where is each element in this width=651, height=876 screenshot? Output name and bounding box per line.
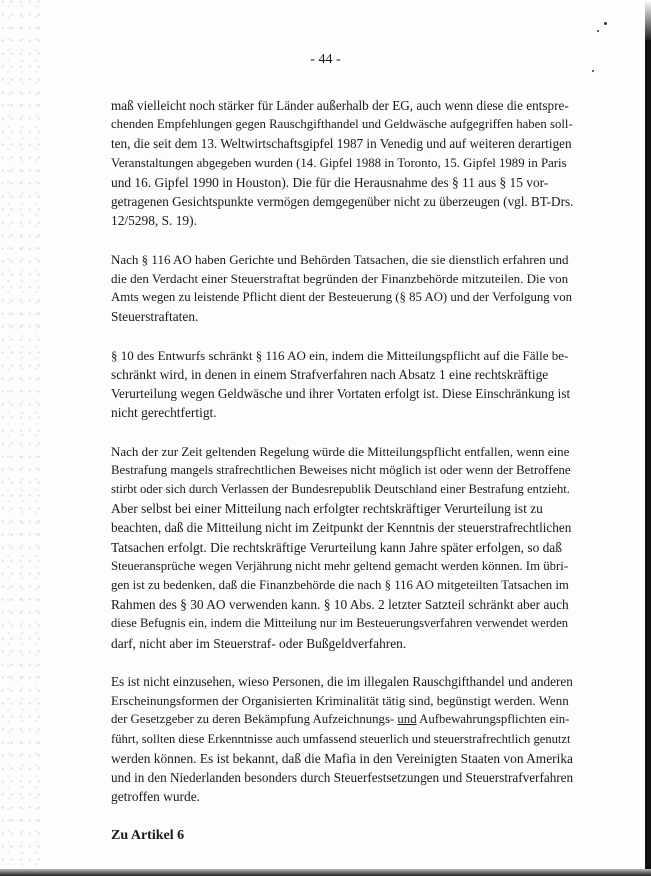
text-line: nicht gerechtfertigt.	[111, 405, 217, 421]
text-line: darf, nicht aber im Steuerstraf- oder Bußgeldverfahren.	[111, 635, 407, 651]
text-line: Nach § 116 AO haben Gerichte und Behörden Tatsachen, die sie dienstlich erfahren und	[111, 251, 569, 267]
text-line: und 16. Gipfel 1990 in Houston). Die für die Herausnahme des § 11 aus § 15 vor-	[111, 174, 549, 190]
text-line: § 10 des Entwurfs schränkt § 116 AO ein, indem die Mitteilungspflicht auf die Fälle be-	[111, 347, 569, 363]
section-heading: Zu Artikel 6	[111, 827, 185, 843]
document-body	[111, 96, 573, 845]
text-line: getragenen Gesichtspunkte vermögen demgegenüber nicht zu überzeugen (vgl. BT-Drs.	[111, 194, 574, 210]
page-number: - 44 -	[310, 52, 341, 67]
scan-dot	[592, 70, 594, 72]
text-line: Erscheinungsformen der Organisierten Kriminalität tätig sind, begünstigt werden. Wenn	[111, 693, 569, 709]
scan-edge-right	[645, 40, 651, 876]
text-line: diese Befugnis ein, indem die Mitteilung nur im Besteuerungsverfahren verwendet werden	[111, 616, 569, 631]
text-line: Aber selbst bei einer Mitteilung nach erfolgter rechtskräftiger Verurteilung ist zu	[111, 501, 543, 517]
text-line: der Gesetzgeber zu deren Bekämpfung Aufzeichnungs- und Aufbewahrungspflichten ein-	[111, 712, 570, 727]
scan-speckle-left	[0, 0, 42, 876]
text-line: führt, sollten diese Erkenntnisse auch umfassend steuerlich und steuerstrafrechtlich genutzt	[111, 731, 571, 746]
text-line: Rahmen des § 30 AO verwenden kann. § 10 Abs. 2 letzter Satzteil schränkt aber auch	[111, 597, 569, 613]
text-line: Tatsachen erfolgt. Die rechtskräftige Verurteilung kann Jahre später erfolgen, so daß	[111, 539, 562, 555]
text-line: gen ist zu bedenken, daß die Finanzbehörde die nach § 116 AO mitgeteilten Tatsachen im	[111, 578, 569, 593]
text-line: Amts wegen zu leistende Pflicht dient der Besteuerung (§ 85 AO) und der Verfolgung von	[111, 290, 573, 305]
text-line: Veranstaltungen abgegeben wurden (14. Gipfel 1988 in Toronto, 15. Gipfel 1989 in Paris	[111, 155, 567, 170]
text-line: beachten, daß die Mitteilung nicht im Zeitpunkt der Kenntnis der steuerstrafrechtlichen	[111, 520, 572, 536]
underlined-word: und	[397, 712, 417, 727]
text-line: Nach der zur Zeit geltenden Regelung würde die Mitteilungspflicht entfallen, wenn eine	[111, 443, 570, 459]
text-line: werden können. Es ist bekannt, daß die Mafia in den Vereinigten Staaten von Amerika	[111, 750, 573, 766]
paragraph	[111, 346, 573, 423]
text-line: 12/5298, S. 19).	[111, 213, 197, 229]
scan-edge-right-top	[645, 0, 651, 40]
text-line: getroffen wurde.	[111, 789, 200, 805]
text-line: die den Verdacht einer Steuerstraftat begründen der Finanzbehörde mitzuteilen. Die von	[111, 270, 569, 286]
text-line: Es ist nicht einzusehen, wieso Personen, die im illegalen Rauschgifthandel und anderen	[111, 674, 573, 690]
text-line: stirbt oder sich durch Verlassen der Bundesrepublik Deutschland einer Bestrafung entzieht.	[111, 482, 570, 497]
paragraph	[111, 250, 573, 327]
text-line: Verurteilung wegen Geldwäsche und ihrer Vortaten erfolgt ist. Diese Einschränkung ist	[111, 386, 571, 402]
text-line: schränkt wird, in denen in einem Strafverfahren nach Absatz 1 eine rechtskräftige	[111, 366, 549, 382]
scan-dot	[597, 30, 599, 32]
text-line: und in den Niederlanden besonders durch Steuerfestsetzungen und Steuerstrafverfahren	[111, 770, 574, 786]
paragraph	[111, 672, 573, 806]
scan-edge-bottom	[0, 869, 651, 876]
scan-dot	[604, 22, 607, 25]
text-line: ten, die seit dem 13. Weltwirtschaftsgipfel 1987 in Venedig und auf weiteren derartigen	[111, 136, 572, 152]
text-line: chenden Empfehlungen gegen Rauschgifthandel und Geldwäsche aufgegriffen haben soll-	[111, 117, 573, 132]
paragraph	[111, 442, 573, 653]
text-line: maß vielleicht noch stärker für Länder außerhalb der EG, auch wenn diese die entspre-	[111, 98, 569, 113]
text-line: Steueransprüche wegen Verjährung nicht mehr geltend gemacht werden können. Im übri-	[111, 558, 569, 573]
text-line: Bestrafung mangels strafrechtlichen Beweises nicht möglich ist oder wenn der Betroffene	[111, 462, 571, 477]
paragraph	[111, 96, 573, 230]
text-line: Steuerstraftaten.	[111, 309, 199, 325]
